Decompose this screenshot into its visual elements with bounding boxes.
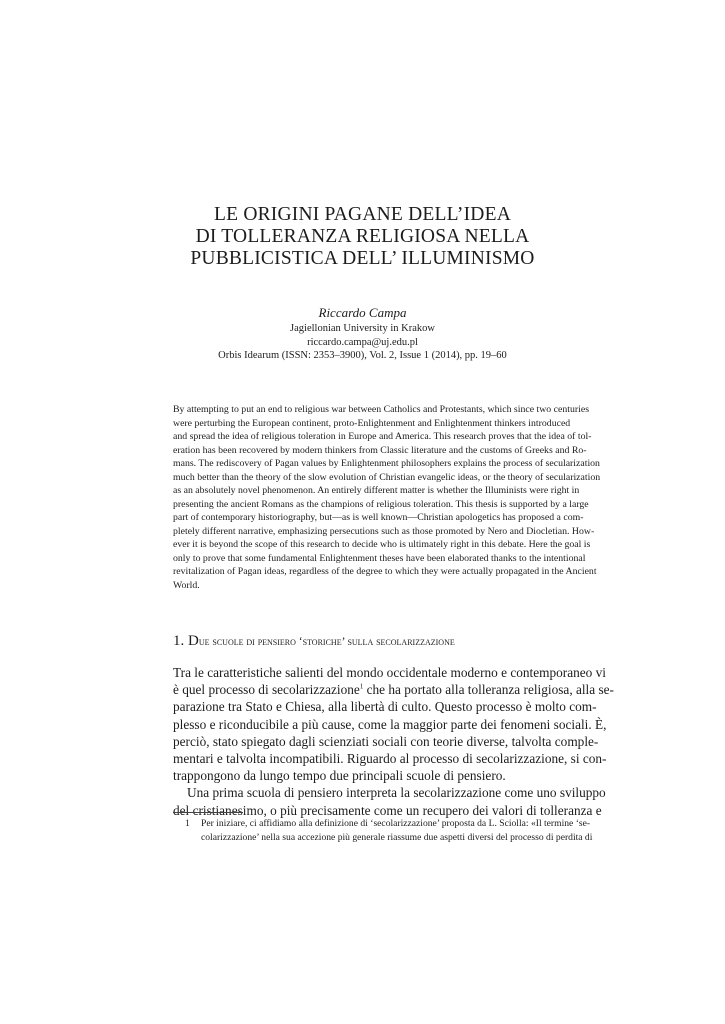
abstract-line: part of contemporary historiography, but—as is well known—Christian apologetics has proposed a com-	[173, 512, 584, 523]
body-line: mentari e talvolta incompatibili. Riguardo al processo di secolarizzazione, si con-	[173, 750, 607, 766]
body-line: del cristianesimo, o più precisamente come un recupero dei valori di tolleranza e	[173, 802, 602, 818]
abstract-line: were perturbing the European continent, proto-Enlightenment and Enlightenment thinkers introduced	[173, 417, 571, 429]
article-title	[0, 204, 725, 270]
section-initial: D	[188, 633, 199, 649]
abstract-line: presenting the ancient Romans as the champions of religious toleration. This thesis is supported by a large	[173, 498, 589, 510]
citation: Orbis Idearum (ISSN: 2353–3900), Vol. 2, Issue 1 (2014), pp. 19–60	[218, 350, 507, 361]
body-line-part: è quel processo di secolarizzazione	[173, 682, 360, 698]
abstract-line: eration has been recovered by modern thinkers from Classic literature and the customs of Greeks and Ro-	[173, 444, 587, 456]
title-line: PUBBLICISTICA DELL’ ILLUMINISMO	[190, 248, 535, 269]
section-number: 1.	[173, 633, 185, 649]
section-heading	[173, 633, 455, 650]
abstract-line: ever it is beyond the scope of this research to decide who is ultimately right in this debate. Here the goal is	[173, 539, 591, 550]
abstract-line: only to prove that some fundamental Enlightenment theses have been elaborated thanks to the intentional	[173, 552, 586, 564]
body-line: trappongono da lungo tempo due principali scuole di pensiero.	[173, 768, 506, 784]
footnote-ref[interactable]: 1	[359, 682, 364, 691]
body-line: Una prima scuola di pensiero interpreta la secolarizzazione come uno sviluppo	[187, 785, 606, 801]
body-line: parazione tra Stato e Chiesa, alla libertà di culto. Questo processo è molto com-	[173, 699, 597, 715]
footnote-divider	[173, 812, 243, 813]
affiliation: Jagiellonian University in Krakow	[290, 323, 435, 334]
body-text	[173, 664, 614, 819]
footnote-number: 1	[185, 818, 190, 829]
author-name: Riccardo Campa	[318, 305, 407, 320]
body-line	[173, 681, 614, 698]
abstract-line: and spread the idea of religious toleration in Europe and America. This research proves that the idea of tol-	[173, 431, 592, 442]
body-line: plesso e riconducibile a più cause, come la maggior parte dei fenomeni sociali. È,	[173, 716, 607, 732]
body-line: Tra le caratteristiche salienti del mondo occidentale moderno e contemporaneo vi	[173, 665, 606, 680]
title-line: LE ORIGINI PAGANE DELL’IDEA	[214, 204, 511, 225]
abstract	[173, 403, 601, 592]
abstract-line: World.	[173, 579, 200, 591]
abstract-line: as an absolutely novel phenomenon. An entirely different matter is whether the Illuminists were right in	[173, 485, 580, 496]
body-line-part: che ha portato alla tolleranza religiosa, alla se-	[363, 682, 614, 698]
body-line: perciò, stato spiegato dagli scienziati sociali con teorie diverse, talvolta comple-	[173, 733, 599, 749]
email: riccardo.campa@uj.edu.pl	[307, 336, 418, 348]
abstract-line: revitalization of Pagan ideas, regardless of the degree to which they were actually propagated in the Ancient	[173, 566, 597, 577]
author-info	[0, 322, 725, 363]
footnote-line: colarizzazione’ nella sua accezione più generale riassume due aspetti diversi del processo di perdita di	[201, 832, 593, 843]
abstract-line: much better than the theory of the slow evolution of Christian evangelic ideas, or the theory of secularization	[173, 471, 601, 483]
section-title: ue scuole di pensiero ‘storiche’ sulla secolarizzazione	[198, 636, 455, 648]
abstract-line: mans. The rediscovery of Pagan values by Enlightenment philosophers explains the process of secularization	[173, 458, 600, 469]
abstract-line: pletely different narrative, emphasizing persecutions such as those promoted by Nero and Diocletian. How-	[173, 525, 595, 537]
abstract-line: By attempting to put an end to religious war between Catholics and Protestants, which since two centuries	[173, 404, 590, 415]
footnote	[173, 817, 593, 845]
title-line: DI TOLLERANZA RELIGIOSA NELLA	[195, 226, 530, 247]
footnote-line: Per iniziare, ci affidiamo alla definizione di ‘secolarizzazione’ proposta da L. Sciolla: «Il termine ‘se-	[201, 818, 591, 829]
